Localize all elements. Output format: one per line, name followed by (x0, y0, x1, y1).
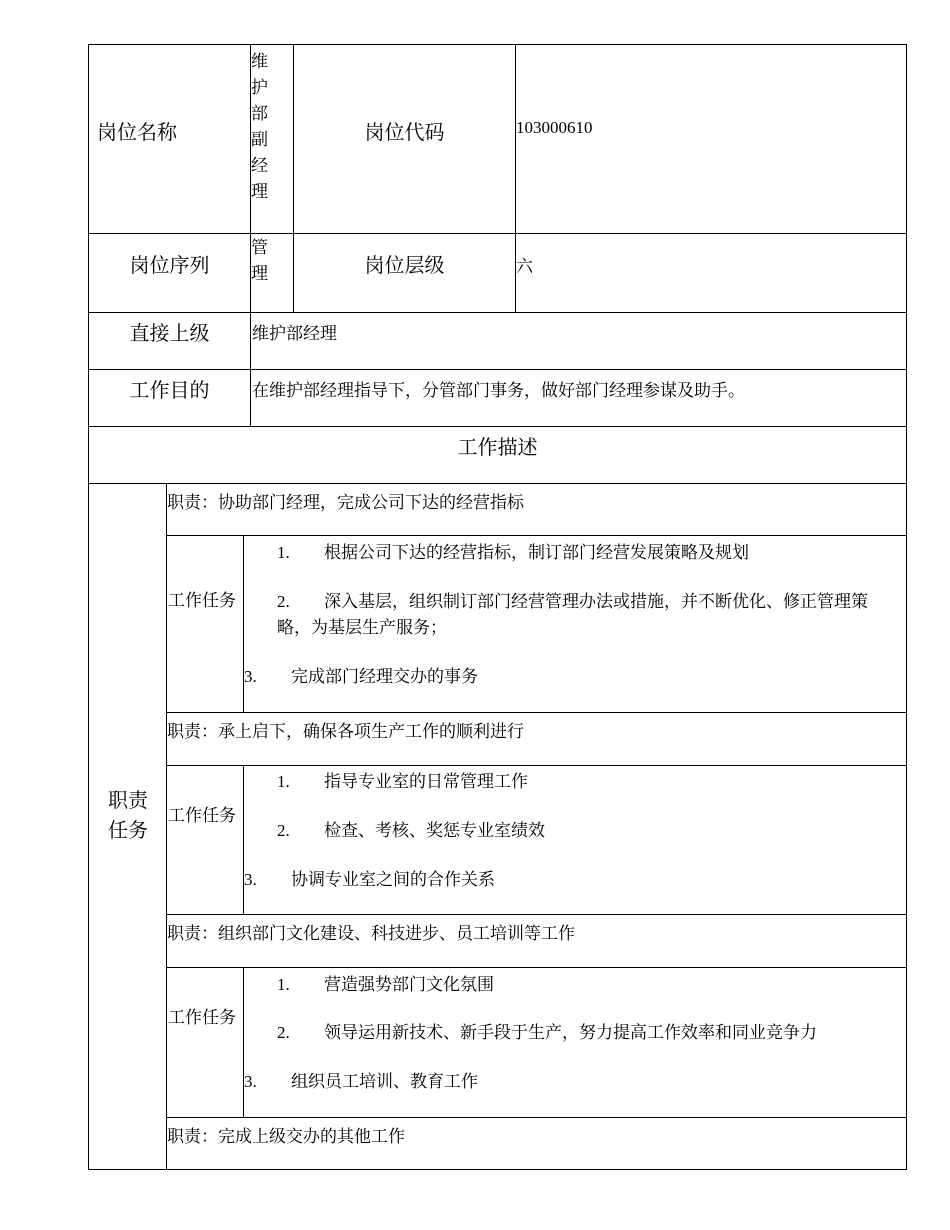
task-num: 3. (244, 870, 257, 889)
position-name-value: 维护部副经理 (251, 52, 268, 201)
task-text: 根据公司下达的经营指标，制订部门经营发展策略及规划 (324, 543, 749, 562)
task-text: 组织员工培训、教育工作 (291, 1072, 478, 1091)
duty-title: 职责：完成上级交办的其他工作 (167, 1127, 405, 1146)
purpose-label: 工作目的 (129, 380, 210, 402)
task-num: 1. (277, 772, 290, 791)
duty-title: 职责：协助部门经理，完成公司下达的经营指标 (167, 493, 524, 512)
position-code-value: 103000610 (516, 118, 593, 137)
task-text: 领导运用新技术、新手段于生产，努力提高工作效率和同业竞争力 (324, 1023, 817, 1042)
duty-title: 职责：组织部门文化建设、科技进步、员工培训等工作 (167, 924, 575, 943)
task-num: 3. (244, 667, 257, 686)
task-text: 协调专业室之间的合作关系 (291, 870, 495, 889)
task-text: 指导专业室的日常管理工作 (324, 772, 528, 791)
superior-label: 直接上级 (129, 323, 210, 345)
level-label: 岗位层级 (364, 255, 445, 277)
task-label: 工作任务 (168, 1008, 236, 1027)
task-label: 工作任务 (168, 591, 236, 610)
task-text: 检查、考核、奖惩专业室绩效 (324, 821, 545, 840)
position-code-label: 岗位代码 (364, 122, 445, 144)
task-num: 2. (277, 821, 290, 840)
task-num: 2. (277, 592, 290, 611)
task-num: 2. (277, 1023, 290, 1042)
task-text: 深入基层，组织制订部门经营管理办法或措施，并不断优化、修正管理策略，为基层生产服务； (277, 592, 868, 637)
task-label: 工作任务 (168, 806, 236, 825)
duty-title: 职责：承上启下，确保各项生产工作的顺利进行 (167, 722, 524, 741)
level-value: 六 (516, 257, 533, 276)
task-num: 1. (277, 543, 290, 562)
section-title: 工作描述 (457, 437, 538, 459)
sequence-value: 管理 (251, 238, 268, 283)
position-name-label: 岗位名称 (97, 122, 177, 144)
superior-value: 维护部经理 (252, 324, 337, 343)
duties-label: 职责任务 (108, 790, 148, 842)
task-text: 完成部门经理交办的事务 (291, 667, 478, 686)
task-num: 1. (277, 975, 290, 994)
task-num: 3. (244, 1072, 257, 1091)
sequence-label: 岗位序列 (129, 255, 210, 277)
purpose-value: 在维护部经理指导下，分管部门事务，做好部门经理参谋及助手。 (252, 381, 745, 400)
task-text: 营造强势部门文化氛围 (324, 975, 494, 994)
